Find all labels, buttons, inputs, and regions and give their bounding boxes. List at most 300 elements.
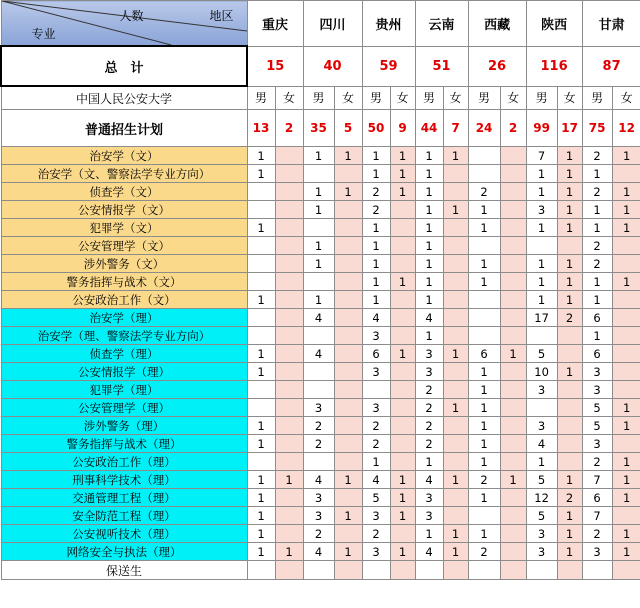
female-count-cell: [557, 327, 582, 345]
male-count-cell: 3: [415, 363, 443, 381]
major-name: 公安管理学（文）: [1, 237, 247, 255]
male-count-cell: 7: [526, 147, 557, 165]
region-header: 西藏: [468, 1, 526, 47]
male-count-cell: 10: [526, 363, 557, 381]
male-count-cell: 1: [247, 435, 275, 453]
major-name: 刑事科学技术（理）: [1, 471, 247, 489]
female-count-cell: [275, 309, 303, 327]
female-count-cell: 1: [612, 201, 640, 219]
major-name: 治安学（理、警察法学专业方向）: [1, 327, 247, 345]
female-count-cell: [275, 327, 303, 345]
male-count-cell: 1: [582, 201, 612, 219]
male-count-cell: 1: [247, 507, 275, 525]
male-count-cell: 1: [247, 471, 275, 489]
gender-male-label: 男: [526, 86, 557, 110]
female-count-cell: [443, 327, 468, 345]
gender-male-label: 男: [415, 86, 443, 110]
male-count-cell: 1: [247, 543, 275, 561]
female-count-cell: [390, 327, 415, 345]
male-count-cell: 1: [247, 219, 275, 237]
male-count-cell: 1: [247, 147, 275, 165]
male-count-cell: 1: [303, 291, 334, 309]
male-count-cell: 3: [415, 489, 443, 507]
female-count-cell: 1: [390, 471, 415, 489]
male-count-cell: [362, 381, 390, 399]
male-count-cell: 4: [415, 471, 443, 489]
female-count-cell: [275, 435, 303, 453]
plan-row: [1, 110, 640, 147]
header-row: [1, 1, 640, 47]
male-count-cell: 17: [526, 309, 557, 327]
male-count-cell: 1: [303, 255, 334, 273]
female-count-cell: 1: [500, 345, 526, 363]
male-count-cell: 1: [247, 291, 275, 309]
female-count-cell: 1: [612, 489, 640, 507]
female-count-cell: [275, 417, 303, 435]
female-count-cell: [443, 255, 468, 273]
female-count-cell: [390, 363, 415, 381]
empty-cell: [247, 561, 275, 580]
female-count-cell: [443, 273, 468, 291]
major-name: 治安学（理）: [1, 309, 247, 327]
major-name: 警务指挥与战术（文）: [1, 273, 247, 291]
table-row: [1, 237, 640, 255]
male-count-cell: 1: [362, 147, 390, 165]
university-name: 中国人民公安大学: [1, 86, 247, 110]
female-count-cell: [334, 489, 362, 507]
table-row: [1, 147, 640, 165]
male-count-cell: 6: [582, 345, 612, 363]
gender-male-label: 男: [247, 86, 275, 110]
plan-value: 35: [303, 110, 334, 147]
male-count-cell: 1: [247, 345, 275, 363]
plan-value: 7: [443, 110, 468, 147]
female-count-cell: 1: [275, 543, 303, 561]
male-count-cell: 1: [415, 183, 443, 201]
female-count-cell: 1: [443, 543, 468, 561]
male-count-cell: 4: [362, 471, 390, 489]
female-count-cell: [334, 237, 362, 255]
gender-female-label: 女: [557, 86, 582, 110]
male-count-cell: [303, 327, 334, 345]
empty-cell: [390, 561, 415, 580]
table-row: [1, 165, 640, 183]
male-count-cell: [247, 255, 275, 273]
table-row: [1, 543, 640, 561]
male-count-cell: 5: [362, 489, 390, 507]
female-count-cell: [390, 435, 415, 453]
gender-female-label: 女: [612, 86, 640, 110]
plan-value: 24: [468, 110, 500, 147]
female-count-cell: [500, 453, 526, 471]
male-count-cell: 2: [415, 381, 443, 399]
male-count-cell: 1: [582, 327, 612, 345]
female-count-cell: [443, 453, 468, 471]
male-count-cell: 6: [582, 309, 612, 327]
female-count-cell: [390, 453, 415, 471]
female-count-cell: [557, 381, 582, 399]
plan-value: 12: [612, 110, 640, 147]
table-row: [1, 255, 640, 273]
major-name: 犯罪学（文）: [1, 219, 247, 237]
male-count-cell: 6: [362, 345, 390, 363]
female-count-cell: 1: [334, 183, 362, 201]
female-count-cell: 1: [443, 471, 468, 489]
male-count-cell: [526, 399, 557, 417]
female-count-cell: [334, 219, 362, 237]
female-count-cell: [557, 435, 582, 453]
female-count-cell: [612, 363, 640, 381]
female-count-cell: [275, 525, 303, 543]
male-count-cell: 2: [362, 417, 390, 435]
male-count-cell: 3: [582, 381, 612, 399]
male-count-cell: 6: [582, 489, 612, 507]
male-count-cell: 1: [468, 381, 500, 399]
total-label: 总 计: [1, 46, 247, 86]
female-count-cell: [390, 525, 415, 543]
female-count-cell: [334, 327, 362, 345]
plan-value: 13: [247, 110, 275, 147]
female-count-cell: 1: [612, 543, 640, 561]
female-count-cell: [443, 219, 468, 237]
male-count-cell: 2: [362, 525, 390, 543]
gender-female-label: 女: [390, 86, 415, 110]
female-count-cell: [500, 543, 526, 561]
major-name: 公安视听技术（理）: [1, 525, 247, 543]
male-count-cell: 1: [582, 219, 612, 237]
total-value: 87: [582, 46, 640, 86]
female-count-cell: 1: [557, 201, 582, 219]
table-row: [1, 381, 640, 399]
male-count-cell: 1: [415, 237, 443, 255]
male-count-cell: 1: [468, 417, 500, 435]
female-count-cell: 1: [612, 417, 640, 435]
female-count-cell: 1: [334, 543, 362, 561]
male-count-cell: 2: [415, 435, 443, 453]
region-header: 甘肃: [582, 1, 640, 47]
empty-cell: [526, 561, 557, 580]
male-count-cell: [303, 219, 334, 237]
female-count-cell: [443, 489, 468, 507]
male-count-cell: [303, 381, 334, 399]
female-count-cell: [500, 147, 526, 165]
female-count-cell: [275, 345, 303, 363]
male-count-cell: [468, 147, 500, 165]
table-row: [1, 471, 640, 489]
recommended-students-label: 保送生: [1, 561, 247, 580]
major-name: 侦查学（理）: [1, 345, 247, 363]
corner-label-count: 人数: [119, 9, 144, 23]
female-count-cell: [334, 525, 362, 543]
female-count-cell: [500, 327, 526, 345]
female-count-cell: [500, 489, 526, 507]
female-count-cell: 1: [557, 219, 582, 237]
male-count-cell: 1: [468, 201, 500, 219]
female-count-cell: [443, 435, 468, 453]
female-count-cell: [390, 219, 415, 237]
male-count-cell: [247, 453, 275, 471]
female-count-cell: [500, 219, 526, 237]
female-count-cell: 1: [443, 345, 468, 363]
male-count-cell: 1: [362, 291, 390, 309]
male-count-cell: 2: [582, 525, 612, 543]
male-count-cell: 2: [582, 183, 612, 201]
female-count-cell: [612, 309, 640, 327]
female-count-cell: 1: [612, 525, 640, 543]
male-count-cell: 1: [415, 273, 443, 291]
region-header: 云南: [415, 1, 468, 47]
male-count-cell: 1: [362, 237, 390, 255]
male-count-cell: 1: [468, 453, 500, 471]
male-count-cell: [247, 237, 275, 255]
female-count-cell: [334, 273, 362, 291]
plan-value: 9: [390, 110, 415, 147]
female-count-cell: 1: [334, 471, 362, 489]
male-count-cell: 2: [582, 147, 612, 165]
empty-cell: [500, 561, 526, 580]
male-count-cell: 1: [415, 147, 443, 165]
total-row: [1, 46, 640, 86]
female-count-cell: [334, 417, 362, 435]
female-count-cell: [500, 237, 526, 255]
female-count-cell: [557, 417, 582, 435]
male-count-cell: 2: [468, 471, 500, 489]
female-count-cell: [275, 219, 303, 237]
male-count-cell: 1: [468, 489, 500, 507]
male-count-cell: 7: [582, 507, 612, 525]
gender-female-label: 女: [334, 86, 362, 110]
male-count-cell: 1: [468, 399, 500, 417]
female-count-cell: [443, 417, 468, 435]
major-name: 涉外警务（理）: [1, 417, 247, 435]
male-count-cell: 1: [415, 165, 443, 183]
male-count-cell: 3: [362, 327, 390, 345]
female-count-cell: [557, 453, 582, 471]
major-name: 公安管理学（理）: [1, 399, 247, 417]
female-count-cell: [275, 273, 303, 291]
male-count-cell: 1: [303, 237, 334, 255]
male-count-cell: 5: [526, 507, 557, 525]
table-row: [1, 183, 640, 201]
male-count-cell: [303, 453, 334, 471]
table-row: [1, 435, 640, 453]
female-count-cell: [275, 453, 303, 471]
male-count-cell: 1: [362, 165, 390, 183]
table-row: [1, 363, 640, 381]
male-count-cell: 7: [582, 471, 612, 489]
female-count-cell: [390, 237, 415, 255]
female-count-cell: [500, 273, 526, 291]
male-count-cell: 1: [362, 453, 390, 471]
male-count-cell: 2: [303, 417, 334, 435]
female-count-cell: [500, 165, 526, 183]
male-count-cell: 4: [303, 543, 334, 561]
male-count-cell: 5: [526, 471, 557, 489]
male-count-cell: 1: [247, 417, 275, 435]
female-count-cell: 1: [390, 165, 415, 183]
male-count-cell: 3: [526, 201, 557, 219]
male-count-cell: 1: [582, 291, 612, 309]
male-count-cell: 2: [362, 435, 390, 453]
female-count-cell: [500, 399, 526, 417]
plan-value: 5: [334, 110, 362, 147]
female-count-cell: 1: [557, 291, 582, 309]
female-count-cell: 1: [557, 363, 582, 381]
male-count-cell: 1: [247, 525, 275, 543]
female-count-cell: 1: [390, 273, 415, 291]
major-name: 公安政治工作（文）: [1, 291, 247, 309]
male-count-cell: 1: [362, 273, 390, 291]
male-count-cell: 2: [468, 183, 500, 201]
female-count-cell: 1: [334, 147, 362, 165]
male-count-cell: 5: [582, 399, 612, 417]
male-count-cell: [247, 327, 275, 345]
male-count-cell: 5: [526, 345, 557, 363]
plan-label: 普通招生计划: [1, 110, 247, 147]
female-count-cell: [334, 201, 362, 219]
total-value: 116: [526, 46, 582, 86]
male-count-cell: 3: [582, 363, 612, 381]
gender-male-label: 男: [468, 86, 500, 110]
male-count-cell: 1: [526, 273, 557, 291]
gender-female-label: 女: [275, 86, 303, 110]
male-count-cell: 1: [468, 219, 500, 237]
male-count-cell: 1: [468, 525, 500, 543]
female-count-cell: 1: [390, 543, 415, 561]
male-count-cell: 3: [362, 507, 390, 525]
female-count-cell: [500, 525, 526, 543]
female-count-cell: [443, 309, 468, 327]
female-count-cell: [612, 507, 640, 525]
table-row: [1, 327, 640, 345]
table-row: [1, 525, 640, 543]
male-count-cell: 1: [582, 273, 612, 291]
empty-cell: [334, 561, 362, 580]
empty-cell: [303, 561, 334, 580]
female-count-cell: [443, 165, 468, 183]
male-count-cell: 2: [303, 435, 334, 453]
female-count-cell: [334, 399, 362, 417]
female-count-cell: 1: [390, 345, 415, 363]
male-count-cell: 3: [526, 381, 557, 399]
female-count-cell: [557, 237, 582, 255]
male-count-cell: 1: [526, 165, 557, 183]
female-count-cell: 2: [557, 489, 582, 507]
female-count-cell: [500, 363, 526, 381]
female-count-cell: [500, 507, 526, 525]
male-count-cell: 1: [468, 273, 500, 291]
table-row: [1, 507, 640, 525]
female-count-cell: 1: [557, 543, 582, 561]
female-count-cell: [390, 417, 415, 435]
male-count-cell: [468, 237, 500, 255]
male-count-cell: 1: [415, 291, 443, 309]
empty-cell: [557, 561, 582, 580]
empty-cell: [443, 561, 468, 580]
female-count-cell: 1: [443, 525, 468, 543]
male-count-cell: 1: [415, 219, 443, 237]
male-count-cell: 3: [582, 435, 612, 453]
male-count-cell: 1: [362, 255, 390, 273]
male-count-cell: 1: [526, 183, 557, 201]
male-count-cell: [303, 363, 334, 381]
male-count-cell: 1: [526, 453, 557, 471]
female-count-cell: 1: [557, 183, 582, 201]
female-count-cell: [612, 291, 640, 309]
female-count-cell: [275, 165, 303, 183]
male-count-cell: 4: [303, 471, 334, 489]
female-count-cell: 1: [612, 183, 640, 201]
gender-male-label: 男: [362, 86, 390, 110]
male-count-cell: [526, 237, 557, 255]
table-row: [1, 309, 640, 327]
female-count-cell: 1: [557, 147, 582, 165]
male-count-cell: 3: [362, 363, 390, 381]
male-count-cell: [303, 273, 334, 291]
female-count-cell: [275, 291, 303, 309]
plan-value: 99: [526, 110, 557, 147]
female-count-cell: [275, 147, 303, 165]
female-count-cell: [500, 309, 526, 327]
male-count-cell: 1: [415, 453, 443, 471]
male-count-cell: 2: [303, 525, 334, 543]
table-row: [1, 219, 640, 237]
gender-female-label: 女: [443, 86, 468, 110]
major-name: 公安政治工作（理）: [1, 453, 247, 471]
male-count-cell: 1: [468, 255, 500, 273]
male-count-cell: [526, 327, 557, 345]
major-name: 治安学（文、警察法学专业方向）: [1, 165, 247, 183]
male-count-cell: 4: [526, 435, 557, 453]
male-count-cell: 4: [415, 309, 443, 327]
male-count-cell: [303, 165, 334, 183]
plan-value: 2: [275, 110, 303, 147]
empty-cell: [275, 561, 303, 580]
female-count-cell: 1: [557, 165, 582, 183]
major-name: 治安学（文）: [1, 147, 247, 165]
female-count-cell: [500, 255, 526, 273]
major-name: 安全防范工程（理）: [1, 507, 247, 525]
major-name: 网络安全与执法（理）: [1, 543, 247, 561]
male-count-cell: 3: [415, 507, 443, 525]
female-count-cell: [500, 201, 526, 219]
table-row: [1, 489, 640, 507]
male-count-cell: [468, 165, 500, 183]
female-count-cell: [500, 183, 526, 201]
male-count-cell: [468, 327, 500, 345]
table-row: [1, 291, 640, 309]
male-count-cell: 2: [362, 201, 390, 219]
female-count-cell: 1: [557, 507, 582, 525]
female-count-cell: 1: [612, 471, 640, 489]
female-count-cell: [557, 345, 582, 363]
female-count-cell: [557, 399, 582, 417]
major-name: 公安情报学（理）: [1, 363, 247, 381]
male-count-cell: 4: [362, 309, 390, 327]
corner-label-region: 地区: [209, 9, 234, 23]
region-header: 重庆: [247, 1, 303, 47]
female-count-cell: [612, 345, 640, 363]
gender-female-label: 女: [500, 86, 526, 110]
female-count-cell: [443, 291, 468, 309]
male-count-cell: 12: [526, 489, 557, 507]
male-count-cell: 2: [415, 417, 443, 435]
male-count-cell: 1: [468, 363, 500, 381]
female-count-cell: 2: [557, 309, 582, 327]
total-value: 51: [415, 46, 468, 86]
female-count-cell: [443, 507, 468, 525]
female-count-cell: [334, 435, 362, 453]
